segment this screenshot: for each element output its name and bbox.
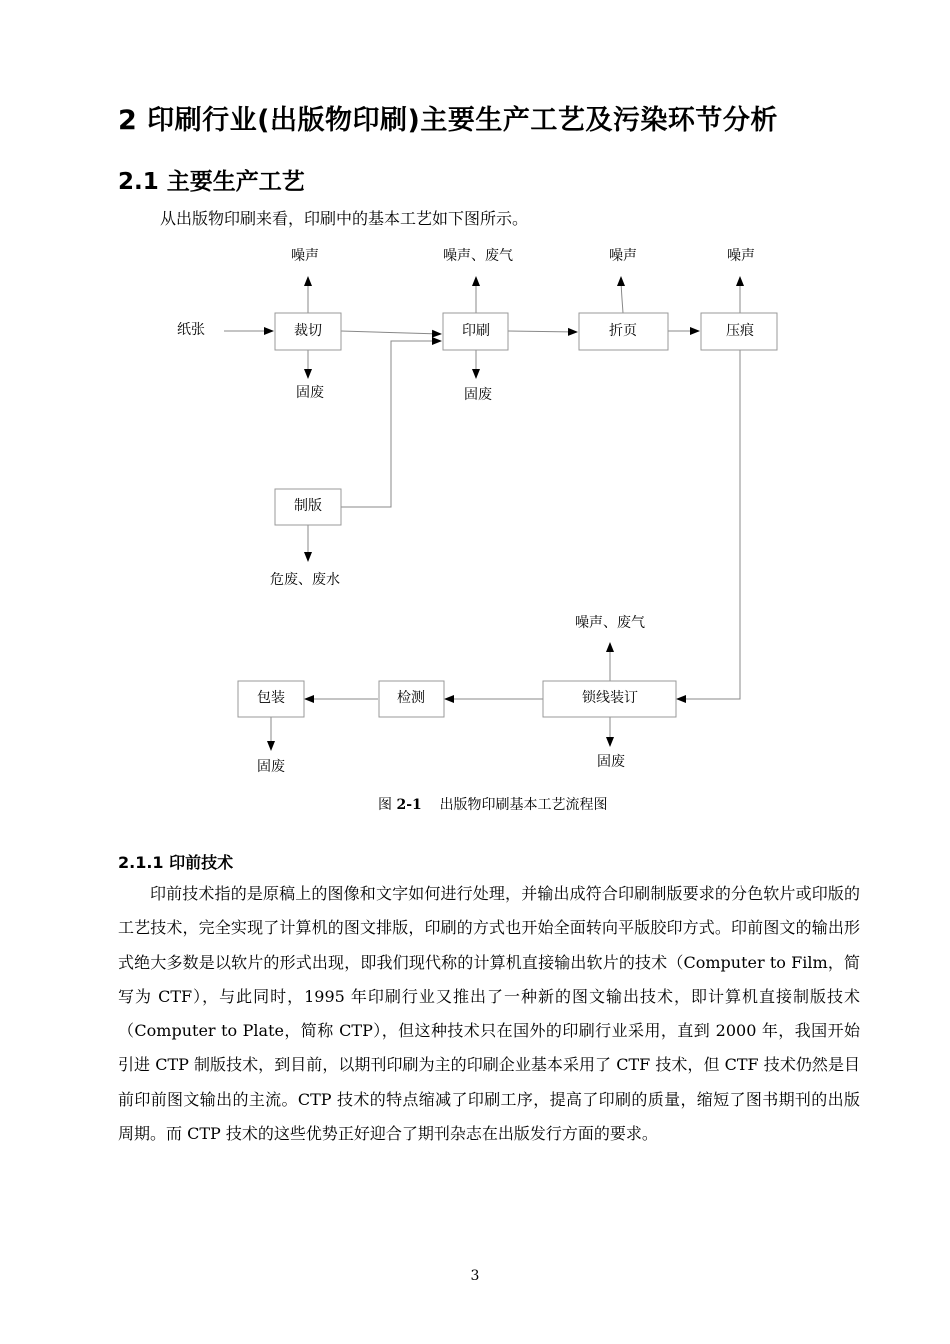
flow-arrow (341, 341, 441, 507)
subsubsection-title: 2.1.1 印前技术 (118, 853, 234, 872)
caption-number: 2-1 (396, 797, 422, 813)
section-title: 2 印刷行业(出版物印刷)主要生产工艺及污染环节分析 (118, 105, 778, 136)
step-folding: 折页 (609, 323, 637, 339)
emission-binding-up: 噪声、废气 (575, 615, 645, 631)
caption-text: 出版物印刷基本工艺流程图 (439, 797, 608, 813)
emission-cutting-up: 噪声 (291, 248, 319, 264)
emission-creasing-up: 噪声 (727, 248, 755, 264)
emission-binding-down: 固废 (597, 754, 625, 770)
flow-arrow (508, 331, 577, 332)
step-creasing: 压痕 (726, 323, 754, 339)
emission-folding-up: 噪声 (609, 248, 637, 264)
caption-prefix: 图 (378, 797, 397, 813)
figure-caption (378, 794, 608, 814)
emission-packaging-down: 固废 (257, 759, 285, 775)
emission-arrow (621, 277, 623, 313)
input-label: 纸张 (177, 322, 205, 338)
step-platemaking: 制版 (294, 498, 322, 514)
page-number: 3 (470, 1268, 480, 1284)
step-printing: 印刷 (462, 323, 490, 339)
subsection-title: 2.1 主要生产工艺 (118, 169, 305, 195)
body-paragraph: 印前技术指的是原稿上的图像和文字如何进行处理，并输出成符合印刷制版要求的分色软片或印版的工艺技术，完全实现了计算机的图文排版，印刷的方式也开始全面转向平版胶印方式。印前图文的输出形式绝大多数是以软片的形式出现，即我们现代称的计算机直接输出软片的技术（Computer to Film，简写为 CTF），与此同时，1995 年印刷行业又推出了一种新的图文输出技术，即计算机直接制版技术（Computer to Plate，简称 CTP），但这种技术只在国外的印刷行业采用，直到 2000 年，我国开始引进 CTP 制版技术，到目前，以期刊印刷为主的印刷企业基本采用了 CTF 技术，但 CTF 技术仍然是目前印前图文输出的主流。CTP 技术的特点缩减了印刷工序，提高了印刷的质量，缩短了图书期刊的出版周期。而 CTP 技术的这些优势正好迎合了期刊杂志在出版发行方面的要求。 (118, 884, 860, 1144)
step-cutting: 裁切 (294, 323, 322, 339)
step-binding: 锁线装订 (582, 690, 638, 706)
flow-arrow (341, 331, 441, 334)
emission-printing-up: 噪声、废气 (443, 248, 513, 264)
step-packaging: 包装 (257, 690, 285, 706)
step-inspection: 检测 (397, 690, 425, 706)
emission-printing-down: 固废 (464, 387, 492, 403)
emission-platemaking-down: 危废、废水 (270, 572, 340, 588)
flow-arrow (677, 350, 740, 699)
intro-text: 从出版物印刷来看，印刷中的基本工艺如下图所示。 (160, 209, 529, 228)
emission-cutting-down: 固废 (296, 385, 324, 401)
